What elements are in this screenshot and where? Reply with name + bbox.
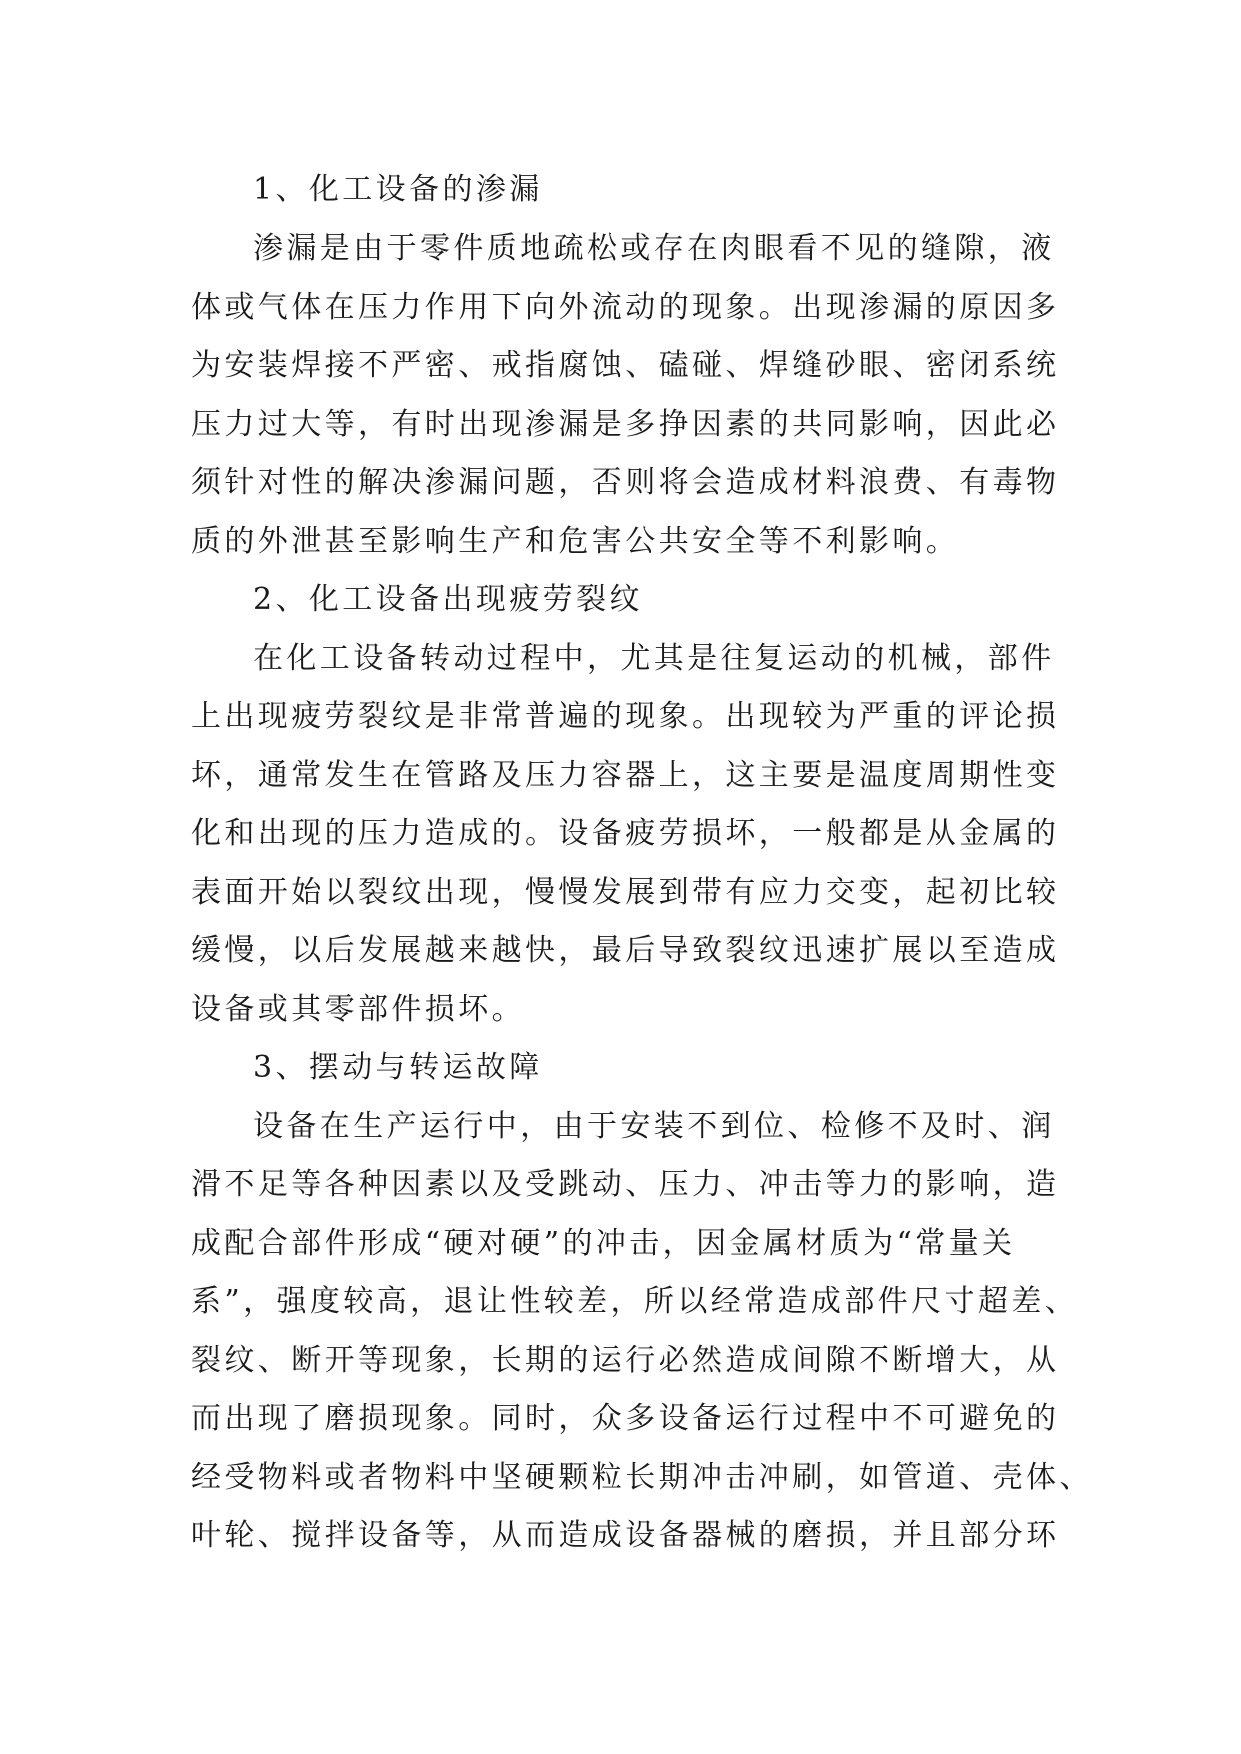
paragraph-line: 而出现了磨损现象。同时，众多设备运行过程中不可避免的: [191, 1401, 1060, 1436]
paragraph-line: 为安装焊接不严密、戒指腐蚀、磕碰、焊缝砂眼、密闭系统: [191, 348, 1060, 383]
paragraph-line: 系”，强度较高，退让性较差，所以经常造成部件尺寸超差、: [191, 1284, 1079, 1319]
paragraph-line: 缓慢，以后发展越来越快，最后导致裂纹迅速扩展以至造成: [191, 933, 1060, 968]
paragraph-line: 化和出现的压力造成的。设备疲劳损坏，一般都是从金属的: [191, 816, 1060, 851]
paragraph-line: 压力过大等，有时出现渗漏是多挣因素的共同影响，因此必: [191, 407, 1060, 442]
paragraph-line: 设备或其零部件损坏。: [191, 992, 525, 1027]
paragraph-line: 质的外泄甚至影响生产和危害公共安全等不利影响。: [191, 524, 960, 559]
section-heading-3: 3、摆动与转运故障: [253, 1050, 543, 1085]
paragraph-line: 在化工设备转动过程中，尤其是往复运动的机械，部件: [253, 641, 1055, 676]
paragraph-line: 经受物料或者物料中坚硬颗粒长期冲击冲刷，如管道、壳体、: [191, 1460, 1093, 1495]
paragraph-line: 成配合部件形成“硬对硬”的冲击，因金属材质为“常量关: [191, 1226, 1016, 1261]
paragraph-line: 设备在生产运行中，由于安装不到位、检修不及时、润: [253, 1109, 1055, 1144]
paragraph-line: 表面开始以裂纹出现，慢慢发展到带有应力交变，起初比较: [191, 875, 1060, 910]
paragraph-line: 裂纹、断开等现象，长期的运行必然造成间隙不断增大，从: [191, 1343, 1060, 1378]
paragraph-line: 滑不足等各种因素以及受跳动、压力、冲击等力的影响，造: [191, 1167, 1060, 1202]
paragraph-line: 叶轮、搅拌设备等，从而造成设备器械的磨损，并且部分环: [191, 1518, 1060, 1553]
paragraph-line: 渗漏是由于零件质地疏松或存在肉眼看不见的缝隙，液: [253, 231, 1055, 266]
paragraph-line: 须针对性的解决渗漏问题，否则将会造成材料浪费、有毒物: [191, 465, 1060, 500]
paragraph-line: 上出现疲劳裂纹是非常普遍的现象。出现较为严重的评论损: [191, 699, 1060, 734]
paragraph-line: 坏，通常发生在管路及压力容器上，这主要是温度周期性变: [191, 758, 1060, 793]
section-heading-2: 2、化工设备出现疲劳裂纹: [253, 582, 643, 617]
paragraph-line: 体或气体在压力作用下向外流动的现象。出现渗漏的原因多: [191, 290, 1060, 325]
section-heading-1: 1、化工设备的渗漏: [253, 172, 543, 207]
